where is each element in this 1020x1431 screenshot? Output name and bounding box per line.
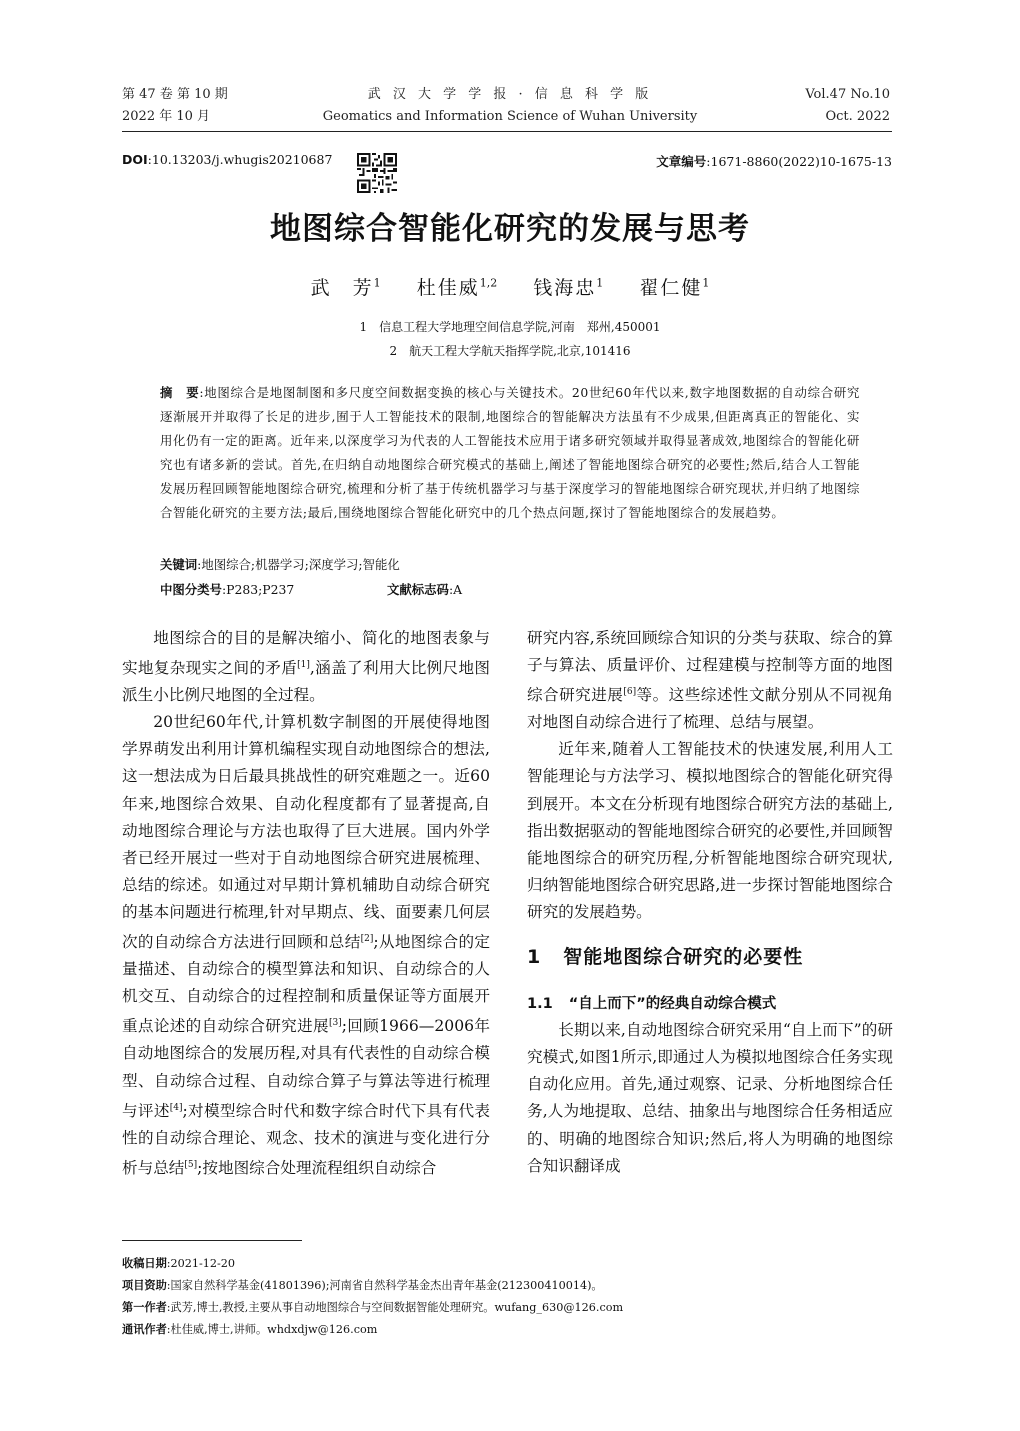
journal-name-en: Geomatics and Information Science of Wuhan University [322,109,698,124]
document-code [387,580,462,598]
article-number-label: 文章编号 [656,154,707,169]
citation-link[interactable]: [1] [297,660,310,671]
paper-title: 地图综合智能化研究的发展与思考 [270,211,750,247]
classification-number [160,580,294,598]
citation-link[interactable]: [2] [360,934,374,945]
citation-link[interactable]: [3] [328,1018,342,1029]
classification-text: :P283;P237 [221,582,295,597]
author-3: 钱海忠$^1$ [533,276,604,299]
paragraph: 20世纪60年代,计算机数字制图的开展使得地图学界萌发出利用计算机编程实现自动地图综合的想法,这一想法成为日后最具挑战性的研究难题之一。近60年来,地图综合效果、自动化程度都有了显著提高,自动地图综合理论与方法也取得了巨大进展。国内外学者已经开展过一些对于自动地图综合研究进展梳理、总结的综述。如通过对早期计算机辅助自动综合研究的基本问题进行梳理,针对早期点、线、面要素几何层次的自动综合方法进行回顾和总结[2];从地图综合的定量描述、自动综合的模型算法和知识、自动综合的人机交互、自动综合的过程控制和质量保证等方面展开重点论述的自动综合研究进展[3];回顾1966—2006年自动地图综合的发展历程,对具有代表性的自动综合模型、自动综合过程、自动综合算子与算法等进行梳理与评述[4];对模型综合时代和数字综合时代下具有代表性的自动综合理论、观念、技术的演进与变化进行分析与总结[5];按地图综合处理流程组织自动综合 [122,713,490,1177]
running-header-center [310,84,710,128]
citation-link[interactable]: [4] [169,1102,183,1113]
author-2: 杜佳威$^{1,2}$ [416,276,498,299]
doi-value[interactable]: :10.13203/j.whugis20210687 [147,152,333,167]
classification-label: 中图分类号 [160,582,222,597]
subsection-heading: 1.1 “自上而下”的经典自动综合模式 [527,996,777,1013]
body-column-right [527,625,893,1180]
paragraph: 近年来,随着人工智能技术的快速发展,利用人工智能理论与方法学习、模拟地图综合的智能化研究得到展开。本文在分析现有地图综合研究方法的基础上,指出数据驱动的智能地图综合研究的必要性,并回顾智能地图综合的研究历程,分析智能地图综合研究现状,归纳智能地图综合研究思路,进一步探讨智能地图综合研究的发展趋势。 [527,740,893,921]
footnote-first-author: 第一作者:武芳,博士,教授,主要从事自动地图综合与空间数据智能处理研究。wufang_630@126.com [122,1301,624,1314]
doi-line [122,152,332,167]
citation-link[interactable]: [5] [184,1159,198,1170]
footnote-corresponding-author: 通讯作者:杜佳威,博士,讲师。whdxdjw@126.com [122,1323,378,1336]
author-list [0,273,1020,300]
running-header-left [122,84,228,128]
paragraph: 长期以来,自动地图综合研究采用“自上而下”的研究模式,如图1所示,即通过人为模拟地图综合任务实现自动化应用。首先,通过观察、记录、分析地图综合任务,人为地提取、总结、抽象出与地图综合任务相适应的、明确的地图综合知识;然后,将人为明确的地图综合知识翻译成 [527,1021,893,1175]
article-number [656,152,892,170]
volume-issue: 第 47 卷 第 10 期 [122,87,228,102]
running-header-right [805,84,890,128]
citation-link[interactable]: [6] [623,687,637,698]
keywords-text: :地图综合;机器学习;深度学习;智能化 [197,557,400,572]
issue-date: 2022 年 10 月 [122,109,211,124]
author-1: 武 芳$^1$ [310,276,381,299]
body-column-left [122,625,490,1182]
article-number-value: :1671-8860(2022)10-1675-13 [706,154,892,169]
section-heading: 1 智能地图综合研究的必要性 [527,946,804,969]
abstract-text: :地图综合是地图制图和多尺度空间数据变换的核心与关键技术。20世纪60年代以来,数字地图数据的自动综合研究逐渐展开并取得了长足的进步,囿于人工智能技术的限制,地图综合的智能解决方法虽有不少成果,但距离真正的智能化、实用化仍有一定的距离。近年来,以深度学习为代表的人工智能技术应用于诸多研究领域并取得显著成效,地图综合的智能化研究也有诸多新的尝试。首先,在归纳自动地图综合研究模式的基础上,阐述了智能地图综合研究的必要性;然后,结合人工智能发展历程回顾智能地图综合研究,梳理和分析了基于传统机器学习与基于深度学习的智能地图综合研究现状,并归纳了地图综合智能化研究的主要方法;最后,围绕地图综合智能化研究中的几个热点问题,探讨了智能地图综合的发展趋势。 [160,385,860,520]
keywords [160,555,400,573]
issue-date-en: Oct. 2022 [825,109,890,124]
footnote-received: 收稿日期:2021-12-20 [122,1257,236,1270]
affiliation-1: 1 信息工程大学地理空间信息学院,河南 郑州,450001 [359,320,661,334]
paragraph: 地图综合的目的是解决缩小、简化的地图表象与实地复杂现实之间的矛盾[1],涵盖了利用大比例尺地图派生小比例尺地图的全过程。 [122,629,490,705]
document-code-text: :A [448,582,463,597]
keywords-label: 关键词 [160,557,198,572]
qr-code-icon[interactable] [357,153,397,193]
header-rule [122,131,892,132]
author-4: 翟仁健$^1$ [639,276,710,299]
affiliation-2: 2 航天工程大学航天指挥学院,北京,101416 [389,344,631,358]
doi-label: DOI [122,152,148,167]
document-code-label: 文献标志码 [387,582,449,597]
paragraph: 研究内容,系统回顾综合知识的分类与获取、综合的算子与算法、质量评价、过程建模与控制等方面的地图综合研究进展[6]等。这些综述性文献分别从不同视角对地图自动综合进行了梳理、总结与展望。 [527,629,893,732]
footnote-funding: 项目资助:国家自然科学基金(41801396);河南省自然科学基金杰出青年基金(212300410014)。 [122,1279,603,1292]
footnote-rule [122,1240,302,1241]
abstract [160,381,860,525]
volume-issue-en: Vol.47 No.10 [805,87,890,102]
abstract-label: 摘 要 [160,385,200,400]
journal-name-cn: 武 汉 大 学 学 报 · 信 息 科 学 版 [367,87,653,102]
